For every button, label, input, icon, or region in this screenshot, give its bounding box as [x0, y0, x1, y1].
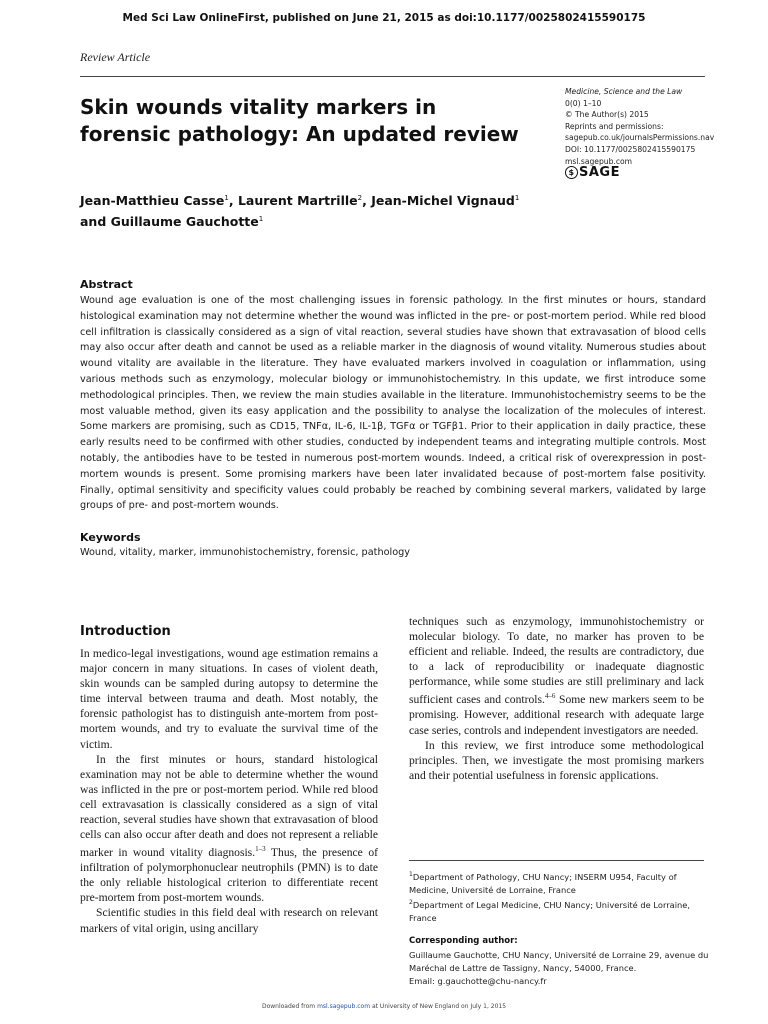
corresponding-author-heading: Corresponding author:	[409, 936, 518, 946]
article-type: Review Article	[80, 50, 151, 64]
paragraph-text: techniques such as enzymology, immunohistochemistry or molecular biology. To date, no marker has proven to be efficient and reliable. Indeed, the results are contradictory, due to a lack of reproducibility or inadequate diagnostic performance, while some studies are still preliminary and lack sufficient cases and controls.	[409, 615, 704, 707]
keywords-heading: Keywords	[80, 531, 141, 544]
download-prefix: Downloaded from	[261, 1003, 316, 1010]
author-separator: ,	[362, 193, 372, 209]
corresponding-author	[409, 949, 709, 988]
download-suffix: at University of New England on July 1, 2015	[372, 1003, 507, 1010]
publisher-logo	[565, 165, 620, 180]
copyright: © The Author(s) 2015	[565, 110, 649, 120]
affiliation-text: Department of Pathology, CHU Nancy; INSERM U954, Faculty of Medicine, Université de Lorraine, France	[409, 871, 677, 895]
citation-ref[interactable]: 4–6	[544, 692, 556, 701]
paragraph-text: Some new markers seem to be promising. However, additional research with adequate large case series, controls and independent investigators are needed.	[409, 693, 704, 737]
paragraph	[409, 614, 704, 738]
affiliation-number: 2	[409, 899, 413, 906]
abstract-text: Wound age evaluation is one of the most challenging issues in forensic pathology. In the first minutes or hours, standard histological examination may not determine whether the wound was inflicted in the pre- or post-mortem period. While red blood cell infiltration is classically considered as a sign of vital reaction, several studies have shown that extravasation of blood cells may also occur after death and cannot be used as a reliable marker in the diagnosis of wound vitality. Numerous studies about wound vitality are available in the literature. They have evaluated markers involved in coagulation or inflammation, using various methods such as enzymology, molecular biology or immunohistochemistry. In this update, we first introduce some methodological principles. Then, we review the main studies available in the literature. Immunohistochemistry seems to be the most valuable method, given its easy application and the possibility to analyse the localization of the molecules of interest. Some markers are promising, such as CD15, TNFα, IL-6, IL-1β, TGFα or TGFβ1. Prior to their application in daily practice, these early results need to be confirmed with other studies, conducted by independent teams and integrating multiple controls. Most notably, the antibodies have to be tested in numerous post-mortem wounds. Indeed, a critical risk of overexpression in post-mortem wounds is present. Some promising markers have been later invalidated because of post-mortem false positivity. Finally, optimal sensitivity and specificity values could probably be reached by combining several markers, validated by large groups of pre- and post-mortem wounds.	[80, 295, 706, 512]
reprints-label: Reprints and permissions:	[565, 121, 664, 131]
header-rule	[80, 76, 705, 77]
corresponding-address: Guillaume Gauchotte, CHU Nancy, Université de Lorraine 29, avenue du Maréchal de Lattre de Tassigny, Nancy, 54000, France.	[409, 950, 709, 973]
author-affiliation: 1	[224, 194, 229, 202]
affiliation-text: Department of Legal Medicine, CHU Nancy; Université de Lorraine, France	[409, 899, 691, 923]
author-name: Jean-Matthieu Casse	[80, 193, 225, 209]
author-name: Jean-Michel Vignaud	[371, 193, 515, 209]
author-name: Guillaume Gauchotte	[110, 214, 259, 230]
paragraph	[80, 752, 378, 906]
journal-name: Medicine, Science and the Law	[565, 87, 683, 96]
introduction-heading: Introduction	[80, 624, 171, 639]
affiliation-1	[409, 868, 709, 897]
paragraph-text: Thus, the presence of infiltration of polymorphonuclear neutrophils (PMN) is to date the only reliable histological criterion to differentiate recent pre-mortem from post-mortem wounds.	[80, 846, 379, 905]
author-separator: ,	[228, 193, 238, 209]
download-notice	[0, 1003, 768, 1010]
author-list	[80, 189, 560, 231]
paragraph: In medico-legal investigations, wound age estimation remains a major concern in many situations. In cases of violent death, skin wounds can be sampled during autopsy to determine the time interval between trauma and death. Most notably, the forensic pathologist has to distinguish ante-mortem from post-mortem wounds, and try to evaluate the survival time of the victim.	[80, 647, 378, 751]
download-site-link[interactable]: msl.sagepub.com	[317, 1003, 371, 1010]
left-column	[80, 646, 378, 936]
author-affiliation: 1	[258, 215, 264, 224]
right-column	[409, 614, 704, 783]
paragraph-text: In the first minutes or hours, standard histological examination may not be able to determine whether the wound was inflicted in the pre or post-mortem period. While red blood cell extravasation is classically considered as a sign of vital reaction, several studies have shown that extravasation of blood cells can also occur after death and does not represent a reliable marker in wound vitality diagnosis.	[80, 752, 378, 860]
abstract-heading: Abstract	[80, 278, 133, 291]
citation-ref[interactable]: 1–3	[255, 845, 266, 854]
paragraph: In this review, we first introduce some methodological principles. Then, we investigate the most promising markers and their potential usefulness in forensic applications.	[409, 738, 704, 782]
author-name: Laurent Martrille	[237, 193, 358, 209]
footnote-rule	[409, 860, 704, 861]
article-title: Skin wounds vitality markers in forensic pathology: An updated review	[80, 95, 519, 146]
journal-banner: Med Sci Law OnlineFirst, published on June 21, 2015 as doi:10.1177/0025802415590175	[122, 12, 646, 24]
doi[interactable]: DOI: 10.1177/0025802415590175	[565, 144, 696, 154]
journal-meta	[565, 86, 765, 167]
volume: 0(0) 1–10	[565, 98, 602, 108]
affiliation-number: 1	[409, 871, 413, 878]
keywords-text: Wound, vitality, marker, immunohistochemistry, forensic, pathology	[80, 547, 411, 558]
paragraph: Scientific studies in this field deal with research on relevant markers of vital origin, using ancillary	[80, 906, 378, 935]
publisher-name: SAGE	[579, 165, 620, 180]
author-affiliation: 2	[357, 194, 363, 202]
permissions-link[interactable]: sagepub.co.uk/journalsPermissions.nav	[565, 133, 715, 143]
author-separator: and	[80, 214, 111, 230]
affiliation-2	[409, 896, 709, 925]
journal-site-link[interactable]: msl.sagepub.com	[565, 156, 633, 166]
corresponding-email[interactable]: Email: g.gauchotte@chu-nancy.fr	[409, 976, 547, 986]
author-affiliation: 1	[514, 194, 520, 202]
sage-icon: $	[565, 166, 578, 179]
